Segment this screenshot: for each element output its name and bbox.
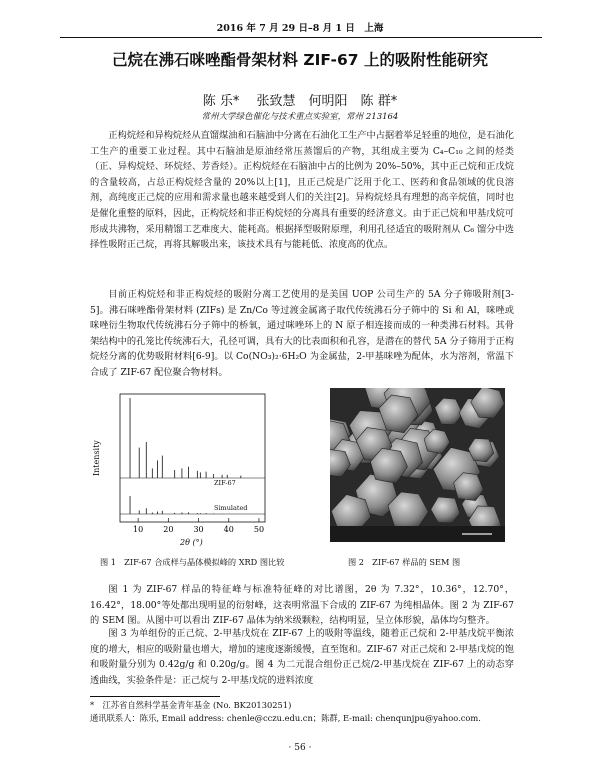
x-tick-label: 20	[163, 525, 174, 534]
affiliation: 常州大学绿色催化与技术重点实验室，常州 213164	[201, 112, 399, 122]
x-axis-label: 2θ (°)	[180, 538, 203, 547]
y-axis-label: Intensity	[92, 440, 101, 476]
sem-micrograph	[330, 388, 505, 542]
plot-frame	[120, 394, 265, 522]
page-header: 2016 年 7 月 29 日–8 月 1 日 上海	[216, 23, 384, 34]
footnote-fund: * 江苏省自然科学基金青年基金 (No. BK20130251)	[90, 700, 292, 710]
paper-title: 己烷在沸石咪唑酯骨架材料 ZIF-67 上的吸附性能研究	[112, 51, 488, 69]
body-section-3	[90, 582, 514, 629]
x-tick-label: 30	[193, 525, 204, 534]
x-tick-label: 40	[223, 525, 234, 534]
figure2-caption: 图 2 ZIF-67 样品的 SEM 图	[348, 557, 461, 567]
x-tick-label: 50	[253, 525, 265, 534]
footnote-contact: 通讯联系人：陈乐, Email address: chenle@cczu.edu.cn；陈群, E-mail: chenqunjpu@yahoo.com.	[90, 713, 481, 723]
paragraph-1: 正构烷烃和异构烷烃从直馏煤油和石脑油中分离在石油化工生产中占据着举足轻重的地位，是石油化工生产的重要工业过程。其中石脑油是原油经常压蒸馏后的产物，其组成主要为 C₄–C₁₀ 之间的烃类（正、异构烷烃、环烷烃、芳香烃）。正构烷烃在石脑油中占的比例为 20%–50%，其中正己烷和正戊烷的含量较高，占总正构烷烃含量的 20%以上[1]，且正己烷是广泛用于化工、医药和食品领域的优良溶剂，高纯度正己烷的应用和需求量也越来越受到人们的关注[2]。异构烷烃具有理想的高辛烷值，同时也是催化重整的原料，因此，正构烷烃和非正构烷烃的分离具有重要的经济意义。由于正己烷和甲基戊烷可形成共沸物，采用精馏工艺难度大、能耗高。根据择型吸附原理，利用孔径适宜的吸附剂从 C₆ 馏分中选择性吸附正己烷，再将其解吸出来，该技术具有与能耗低、浓度高的优点。	[90, 130, 514, 251]
footnote-rule	[90, 696, 220, 697]
legend-simulated: Simulated	[214, 504, 248, 512]
body-section-1	[90, 128, 514, 253]
xrd-chart	[92, 386, 272, 551]
body-section-4	[90, 626, 514, 688]
xrd-figure	[92, 386, 272, 551]
author-list: 陈 乐* 张致慧 何明阳 陈 群*	[202, 94, 398, 109]
header-rule	[60, 37, 542, 38]
paragraph-3: 图 1 为 ZIF-67 样品的特征峰与标准特征峰的对比谱图，2θ 为 7.32°，10.36°，12.70°，16.42°，18.00°等处都出现明显的衍射峰，这表明常温下合成的 ZIF-67 为纯相晶体。图 2 为 ZIF-67 的 SEM 图。从图中可以看出 ZIF-67 晶体为纳米级颗粒，结构明显，呈立体形貌，晶体均匀整齐。	[90, 584, 514, 627]
body-section-2	[90, 287, 514, 381]
x-tick-label: 10	[133, 525, 144, 534]
page-number: · 56 ·	[288, 743, 312, 753]
legend-zif: ZIF-67	[214, 479, 236, 487]
paragraph-2: 目前正构烷烃和非正构烷烃的吸附分离工艺使用的是美国 UOP 公司生产的 5A 分子筛吸附剂[3-5]。沸石咪唑酯骨架材料 (ZIFs) 是 Zn/Co 等过渡金属离子取代传统沸石分子筛中的 Si 和 Al，咪唑或咪唑衍生物取代传统沸石分子筛中的桥氧，通过咪唑环上的 N 原子相连接而成的一种类沸石材料。其骨架结构中的孔笼比传统沸石大，孔径可调，具有大的比表面积和孔容，是潜在的替代 5A 分子筛用于正构烷烃分离的优势吸附材料[6-9]。以 Co(NO₃)₂·6H₂O 为金属盐，2-甲基咪唑为配体，水为溶剂，常温下合成了 ZIF-67 配位聚合物材料。	[90, 289, 514, 378]
figure1-caption: 图 1 ZIF-67 合成样与晶体模拟峰的 XRD 图比较	[100, 557, 285, 567]
paragraph-4: 图 3 为单组份的正己烷、2-甲基戊烷在 ZIF-67 上的吸附等温线，随着正己烷和 2-甲基戊烷平衡浓度的增大，相应的吸附量也增大，增加的速度逐渐缓慢，直至饱和。ZIF-67 对正己烷和 2-甲基戊烷的饱和吸附量分别为 0.42g/g 和 0.20g/g。图 4 为二元混合组份正己烷/2-甲基戊烷在 ZIF-67 上的动态穿透曲线，实验条件是：正己烷与 2-甲基戊烷的进料浓度	[90, 628, 514, 686]
sem-image	[330, 388, 505, 542]
